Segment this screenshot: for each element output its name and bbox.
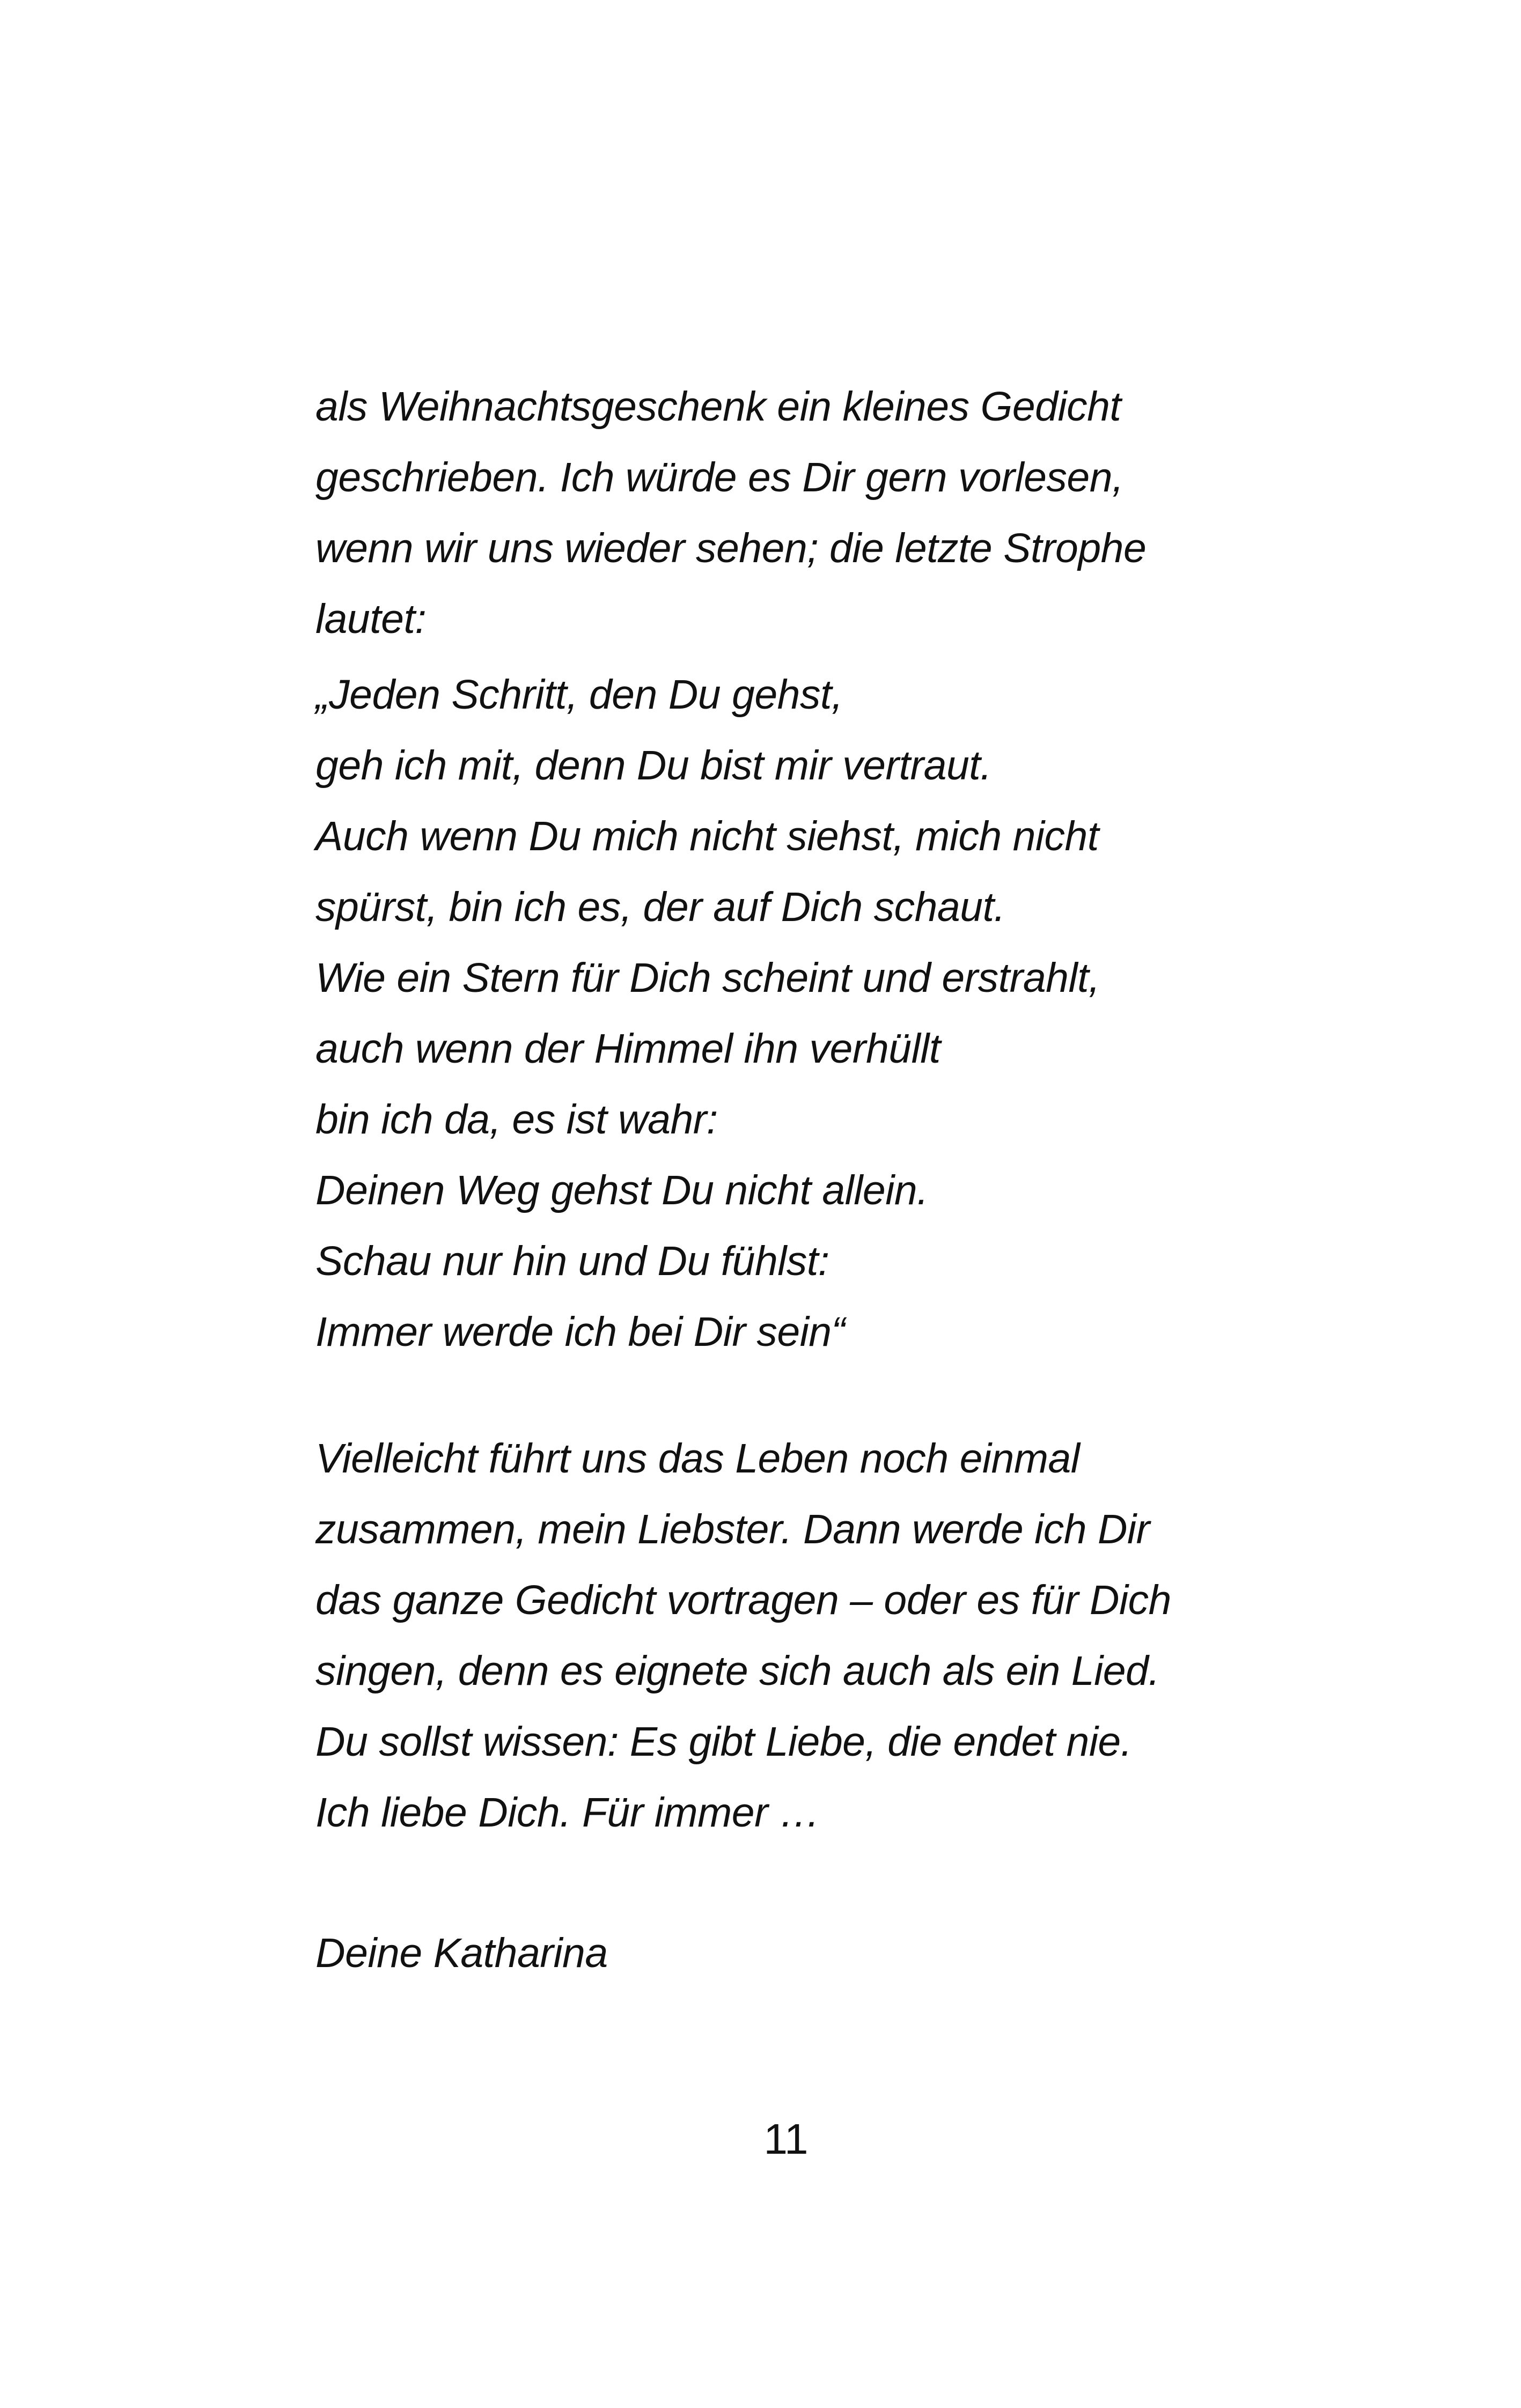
poem-line: Auch wenn Du mich nicht siehst, mich nicht xyxy=(315,813,1099,859)
poem-line: „Jeden Schritt, den Du gehst, xyxy=(315,672,843,718)
poem-line: Immer werde ich bei Dir sein“ xyxy=(315,1309,845,1355)
text-line: Du sollst wissen: Es gibt Liebe, die endet nie. xyxy=(315,1719,1132,1765)
text-line: Vielleicht führt uns das Leben noch einmal xyxy=(315,1435,1080,1482)
signature-line: Deine Katharina xyxy=(315,1930,608,1976)
text-line: singen, denn es eignete sich auch als ein Lied. xyxy=(315,1648,1160,1694)
text-line: geschrieben. Ich würde es Dir gern vorlesen, xyxy=(315,454,1123,500)
poem-line: Wie ein Stern für Dich scheint und erstrahlt, xyxy=(315,955,1100,1001)
text-line: als Weihnachtsgeschenk ein kleines Gedicht xyxy=(315,384,1121,430)
text-line: zusammen, mein Liebster. Dann werde ich Dir xyxy=(315,1506,1150,1552)
poem-line: spürst, bin ich es, der auf Dich schaut. xyxy=(315,884,1005,930)
text-line: das ganze Gedicht vortragen – oder es für Dich xyxy=(315,1577,1171,1623)
poem-line: geh ich mit, denn Du bist mir vertraut. xyxy=(315,742,992,789)
page-number: 11 xyxy=(763,2115,809,2163)
signature xyxy=(315,1918,1335,1989)
poem-line: Deinen Weg gehst Du nicht allein. xyxy=(315,1167,929,1213)
poem-line: Schau nur hin und Du fühlst: xyxy=(315,1238,829,1284)
closing-paragraph xyxy=(315,1423,1335,1848)
text-line: Ich liebe Dich. Für immer … xyxy=(315,1790,820,1836)
poem-line: auch wenn der Himmel ihn verhüllt xyxy=(315,1026,940,1072)
poem-line: bin ich da, es ist wahr: xyxy=(315,1096,718,1143)
intro-paragraph xyxy=(315,371,1335,654)
text-line: wenn wir uns wieder sehen; die letzte Strophe xyxy=(315,525,1147,571)
poem-stanza xyxy=(315,659,1335,1367)
text-line: lautet: xyxy=(315,596,427,642)
